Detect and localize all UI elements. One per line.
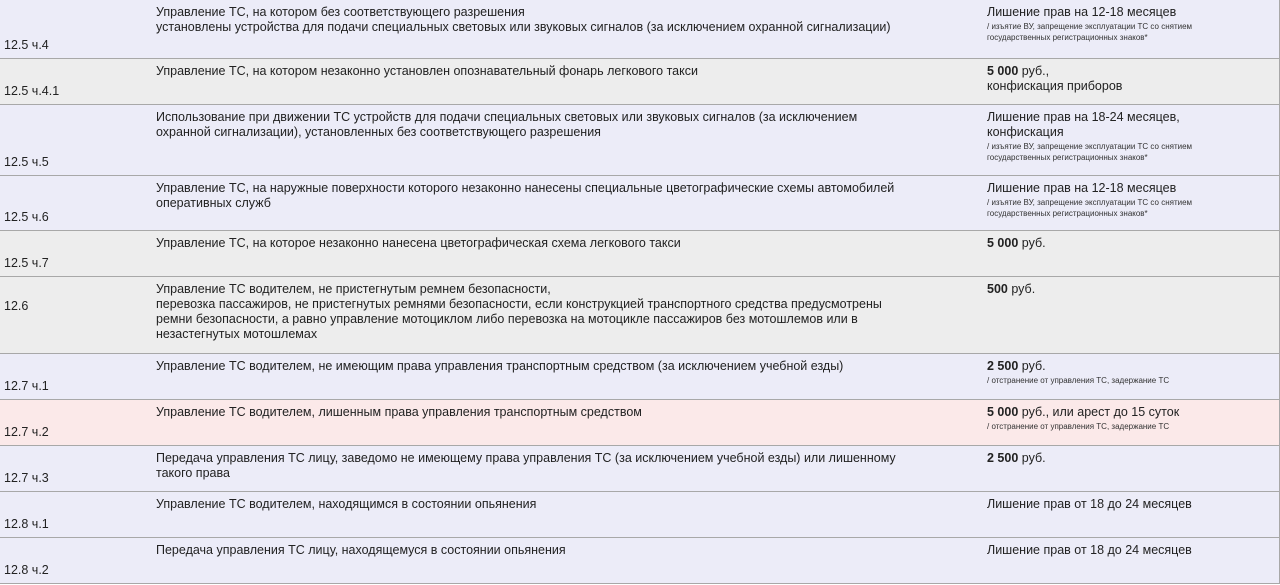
penalty-amount: 2 500 bbox=[987, 359, 1019, 373]
penalty-note: / изъятие ВУ, запрещение эксплуатации ТС со снятием государственных регистрационных знаков* bbox=[987, 22, 1193, 42]
penalty-text: руб. bbox=[1018, 359, 1046, 373]
penalty-text: Лишение прав от 18 до 24 месяцев bbox=[987, 497, 1192, 511]
violation-description: Передача управления ТС лицу, находящемуся в состоянии опьянения bbox=[156, 543, 566, 557]
penalty bbox=[987, 181, 1272, 219]
penalty bbox=[987, 64, 1272, 94]
article-number: 12.5 ч.4.1 bbox=[4, 84, 60, 98]
penalty-amount: 5 000 bbox=[987, 236, 1019, 250]
penalty bbox=[987, 236, 1272, 251]
table-row bbox=[0, 400, 1280, 446]
article-number: 12.6 bbox=[4, 299, 29, 313]
penalty-note: / отстранение от управления ТС, задержание ТС bbox=[987, 376, 1170, 385]
penalty-amount: 500 bbox=[987, 282, 1008, 296]
violation-description: Управление ТС водителем, лишенным права управления транспортным средством bbox=[156, 405, 642, 419]
article-number: 12.5 ч.5 bbox=[4, 155, 49, 169]
violation-description: Управление ТС водителем, не имеющим права управления транспортным средством (за исключением учебной езды) bbox=[156, 359, 844, 373]
table-row bbox=[0, 176, 1280, 231]
penalty-text: Лишение прав от 18 до 24 месяцев bbox=[987, 543, 1192, 557]
violation-description: Управление ТС, на котором незаконно установлен опознавательный фонарь легкового такси bbox=[156, 64, 698, 78]
table-row bbox=[0, 59, 1280, 105]
violation-description: Управление ТС водителем, не пристегнутым ремнем безопасности, перевозка пассажиров, не пристегнутых ремнями безопасности, если конструкцией транспортного средства предусмотрены ремни безопасности, а равно управление мотоциклом либо перевозка на мотоцикле пассажиров без мотошлемов или в незастегнутых мотошлемах bbox=[156, 282, 882, 341]
violation-description: Использование при движении ТС устройств для подачи специальных световых или звуковых сигналов (за исключением охранной сигнализации), установленных без соответствующего разрешения bbox=[156, 110, 858, 139]
penalty bbox=[987, 282, 1272, 297]
penalty bbox=[987, 5, 1272, 43]
penalty-note: / изъятие ВУ, запрещение эксплуатации ТС со снятием государственных регистрационных знаков* bbox=[987, 198, 1193, 218]
penalty bbox=[987, 110, 1272, 163]
penalty-note: / изъятие ВУ, запрещение эксплуатации ТС со снятием государственных регистрационных знаков* bbox=[987, 142, 1193, 162]
penalty-note: / отстранение от управления ТС, задержание ТС bbox=[987, 422, 1170, 431]
table-row bbox=[0, 231, 1280, 277]
penalty-amount: 5 000 bbox=[987, 64, 1019, 78]
penalty-amount: 2 500 bbox=[987, 451, 1019, 465]
penalty bbox=[987, 543, 1272, 558]
penalty-text: руб., или арест до 15 суток bbox=[1018, 405, 1180, 419]
violation-description: Передача управления ТС лицу, заведомо не имеющему права управления ТС (за исключением учебной езды) или лишенному такого права bbox=[156, 451, 896, 480]
article-number: 12.7 ч.1 bbox=[4, 379, 49, 393]
article-number: 12.7 ч.3 bbox=[4, 471, 49, 485]
penalty bbox=[987, 451, 1272, 466]
article-number: 12.5 ч.6 bbox=[4, 210, 49, 224]
penalty bbox=[987, 497, 1272, 512]
table-row bbox=[0, 492, 1280, 538]
violation-description: Управление ТС, на котором без соответствующего разрешения установлены устройства для подачи специальных световых или звуковых сигналов (за исключением охранной сигнализации) bbox=[156, 5, 891, 34]
violation-description: Управление ТС водителем, находящимся в состоянии опьянения bbox=[156, 497, 537, 511]
penalty-text: руб. bbox=[1007, 282, 1036, 296]
table-row bbox=[0, 105, 1280, 176]
table-row bbox=[0, 538, 1280, 584]
article-number: 12.5 ч.7 bbox=[4, 256, 49, 270]
table-row bbox=[0, 277, 1280, 354]
violation-description: Управление ТС, на которое незаконно нанесена цветографическая схема легкового такси bbox=[156, 236, 681, 250]
table-row bbox=[0, 354, 1280, 400]
table-row bbox=[0, 0, 1280, 59]
table-row bbox=[0, 446, 1280, 492]
penalty bbox=[987, 405, 1272, 432]
penalty bbox=[987, 359, 1272, 386]
article-number: 12.7 ч.2 bbox=[4, 425, 49, 439]
penalty-text: Лишение прав на 12-18 месяцев bbox=[987, 181, 1177, 195]
penalty-text: руб., конфискация приборов bbox=[987, 64, 1123, 93]
penalty-text: Лишение прав на 12-18 месяцев bbox=[987, 5, 1177, 19]
article-number: 12.8 ч.1 bbox=[4, 517, 49, 531]
penalty-text: руб. bbox=[1018, 236, 1046, 250]
article-number: 12.8 ч.2 bbox=[4, 563, 49, 577]
article-number: 12.5 ч.4 bbox=[4, 38, 49, 52]
penalty-text: Лишение прав на 18-24 месяцев, конфискация bbox=[987, 110, 1180, 139]
penalty-amount: 5 000 bbox=[987, 405, 1019, 419]
penalty-text: руб. bbox=[1018, 451, 1046, 465]
violation-description: Управление ТС, на наружные поверхности которого незаконно нанесены специальные цветографические схемы автомобилей оперативных служб bbox=[156, 181, 895, 210]
